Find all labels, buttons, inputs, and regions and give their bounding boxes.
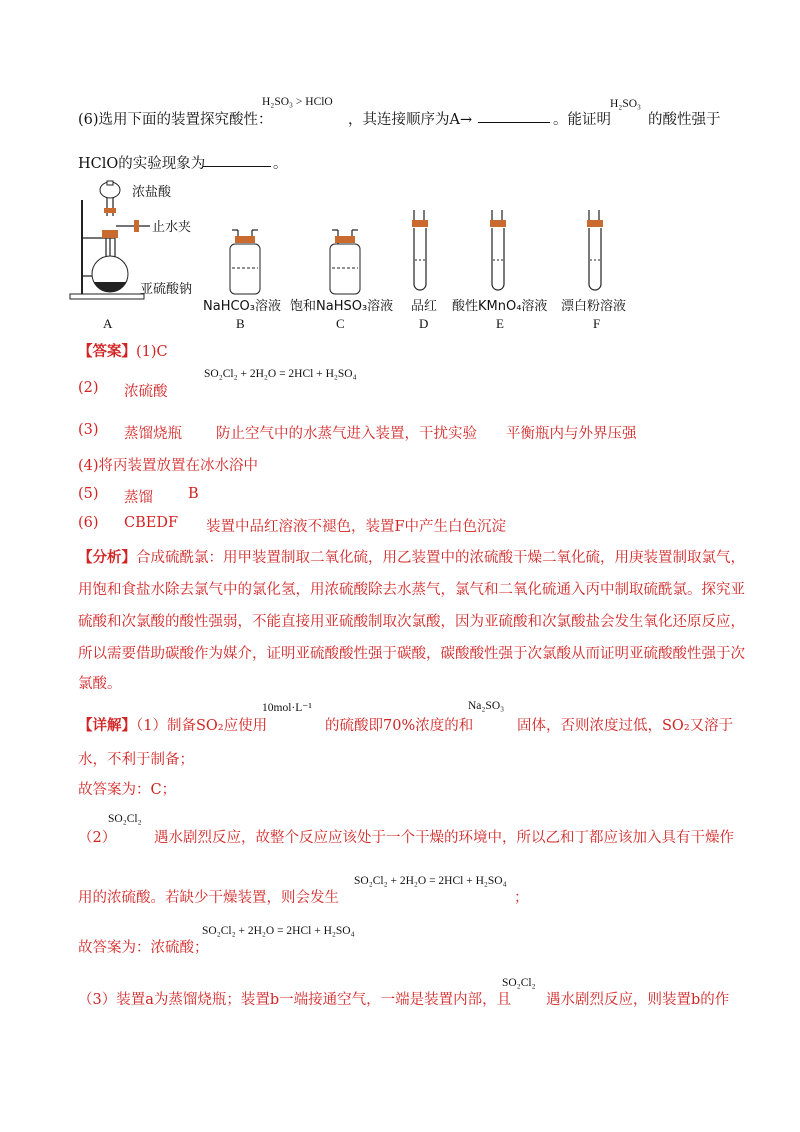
question6-line2-prefix: HClO的实验现象为 bbox=[78, 156, 206, 172]
answer-3-text3: 平衡瓶内与外界压强 bbox=[506, 426, 637, 442]
caption-b: NaHCO₃溶液 bbox=[203, 299, 281, 314]
detail-p2-semicolon: ； bbox=[514, 890, 529, 906]
answer-tag: 【答案】 bbox=[78, 343, 136, 360]
answer-5-num: (5) bbox=[78, 486, 99, 502]
detail-p3-a: （3）装置a为蒸馏烧瓶；装置b一端接通空气，一端是装置内部，且 bbox=[78, 992, 512, 1008]
letter-e: E bbox=[496, 316, 504, 331]
answer-blank-2[interactable] bbox=[203, 154, 271, 167]
answer-3-num: (3) bbox=[78, 422, 99, 438]
detail-p1-formula2: Na₂SO₃ bbox=[468, 700, 505, 712]
answer-3-text2: 防止空气中的水蒸气进入装置，干扰实验 bbox=[216, 426, 477, 442]
answer-2-text: 浓硫酸 bbox=[124, 384, 168, 400]
answer-6-num: (6) bbox=[78, 515, 99, 531]
detail-p1-b: 的硫酸即70%浓度的和 bbox=[325, 718, 474, 734]
letter-f: F bbox=[593, 316, 601, 331]
analysis-line-5: 氯酸。 bbox=[78, 676, 122, 692]
answer-2-formula: SO₂Cl₂ + 2H₂O = 2HCl + H₂SO₄ bbox=[204, 368, 357, 380]
question6-line2-suffix: 。 bbox=[273, 156, 288, 172]
apparatus-d-drawing bbox=[412, 210, 428, 290]
detail-p2-a: （2） bbox=[78, 830, 117, 846]
detail-tag: 【详解】 bbox=[78, 717, 136, 734]
analysis-line-3: 硫酸和次氯酸的酸性强弱，不能直接用亚硫酸制取次氯酸，因为亚硫酸和次氯酸盐会发生氧化还原反应， bbox=[78, 614, 745, 630]
answer-blank-1[interactable] bbox=[478, 110, 550, 123]
letter-c: C bbox=[336, 316, 345, 331]
detail-p1-answer: 故答案为：C； bbox=[78, 782, 177, 798]
analysis-line-4: 所以需要借助碳酸作为媒介，证明亚硫酸酸性强于碳酸，碳酸酸性强于次氯酸从而证明亚硫酸酸性强于次 bbox=[78, 646, 745, 662]
detail-p1-formula1: 10mol·L⁻¹ bbox=[262, 702, 312, 714]
formula-acid-comparison: H₂SO₃ > HClO bbox=[262, 96, 333, 108]
analysis-text: 合成硫酰氯：用甲装置制取二氧化硫，用乙装置中的浓硫酸干燥二氧化硫，用庚装置制取氯气， bbox=[136, 550, 745, 566]
letter-b: B bbox=[236, 316, 245, 331]
label-conc-hcl: 浓盐酸 bbox=[132, 185, 172, 200]
question6-suffix: 的酸性强于 bbox=[648, 112, 721, 128]
caption-c: 饱和NaHSO₃溶液 bbox=[290, 299, 394, 314]
analysis-line-1 bbox=[78, 546, 745, 567]
letter-a: A bbox=[103, 316, 113, 331]
detail-p1-a: （1）制备SO₂应使用 bbox=[136, 718, 268, 734]
answer-5-text1: 蒸馏 bbox=[124, 490, 153, 506]
label-clamp: 止水夹 bbox=[152, 220, 192, 235]
answer-5-text2: B bbox=[188, 486, 199, 502]
question6-middle: ，其连接顺序为A→ bbox=[348, 112, 473, 128]
apparatus-c-drawing bbox=[330, 230, 360, 294]
detail-p1-line2: 水，不利于制备； bbox=[78, 752, 194, 768]
detail-p2-answer: 故答案为：浓硫酸； bbox=[78, 940, 209, 956]
apparatus-b-drawing bbox=[230, 230, 260, 294]
answer-1: (1)C bbox=[136, 344, 168, 360]
detail-p3-formula1: SO₂Cl₂ bbox=[502, 977, 536, 989]
label-na2so3: 亚硫酸钠 bbox=[140, 282, 193, 297]
letter-d: D bbox=[419, 316, 429, 331]
answer-section bbox=[78, 340, 168, 361]
detail-p2-formula3: SO₂Cl₂ + 2H₂O = 2HCl + H₂SO₄ bbox=[202, 925, 355, 937]
caption-e: 酸性KMnO₄溶液 bbox=[452, 299, 548, 314]
caption-d: 品红 bbox=[411, 299, 438, 314]
detail-p2-line2: 用的浓硫酸。若缺少干燥装置，则会发生 bbox=[78, 890, 339, 906]
formula-h2so3: H₂SO₃ bbox=[610, 98, 642, 110]
detail-p2-formula1: SO₂Cl₂ bbox=[108, 813, 142, 825]
caption-f: 漂白粉溶液 bbox=[561, 299, 627, 314]
question6-prefix: (6)选用下面的装置探究酸性： bbox=[78, 112, 273, 128]
detail-p2-b: 遇水剧烈反应，故整个反应应该处于一个干燥的环境中，所以乙和丁都应该加入具有干燥作 bbox=[154, 830, 734, 846]
answer-6-text1: CBEDF bbox=[124, 515, 179, 531]
question6-middle2: 。能证明 bbox=[553, 112, 611, 128]
analysis-tag: 【分析】 bbox=[78, 549, 136, 566]
apparatus-f-drawing bbox=[587, 210, 603, 290]
apparatus-e-drawing bbox=[490, 210, 506, 290]
detail-p1-c: 固体，否则浓度过低，SO₂又溶于 bbox=[517, 718, 734, 734]
answer-3-text1: 蒸馏烧瓶 bbox=[124, 426, 182, 442]
answer-2-num: (2) bbox=[78, 380, 99, 396]
detail-p3-b: 遇水剧烈反应，则装置b的作 bbox=[546, 992, 730, 1008]
answer-4: (4)将丙装置放置在冰水浴中 bbox=[78, 458, 259, 474]
detail-p1-start bbox=[78, 714, 267, 735]
answer-6-text2: 装置中品红溶液不褪色，装置F中产生白色沉淀 bbox=[206, 519, 507, 535]
detail-p2-formula2: SO₂Cl₂ + 2H₂O = 2HCl + H₂SO₄ bbox=[354, 875, 507, 887]
analysis-line-2: 用饱和食盐水除去氯气中的氯化氢，用浓硫酸除去水蒸气，氯气和二氧化硫通入丙中制取硫酰氯。探究亚 bbox=[78, 582, 745, 598]
